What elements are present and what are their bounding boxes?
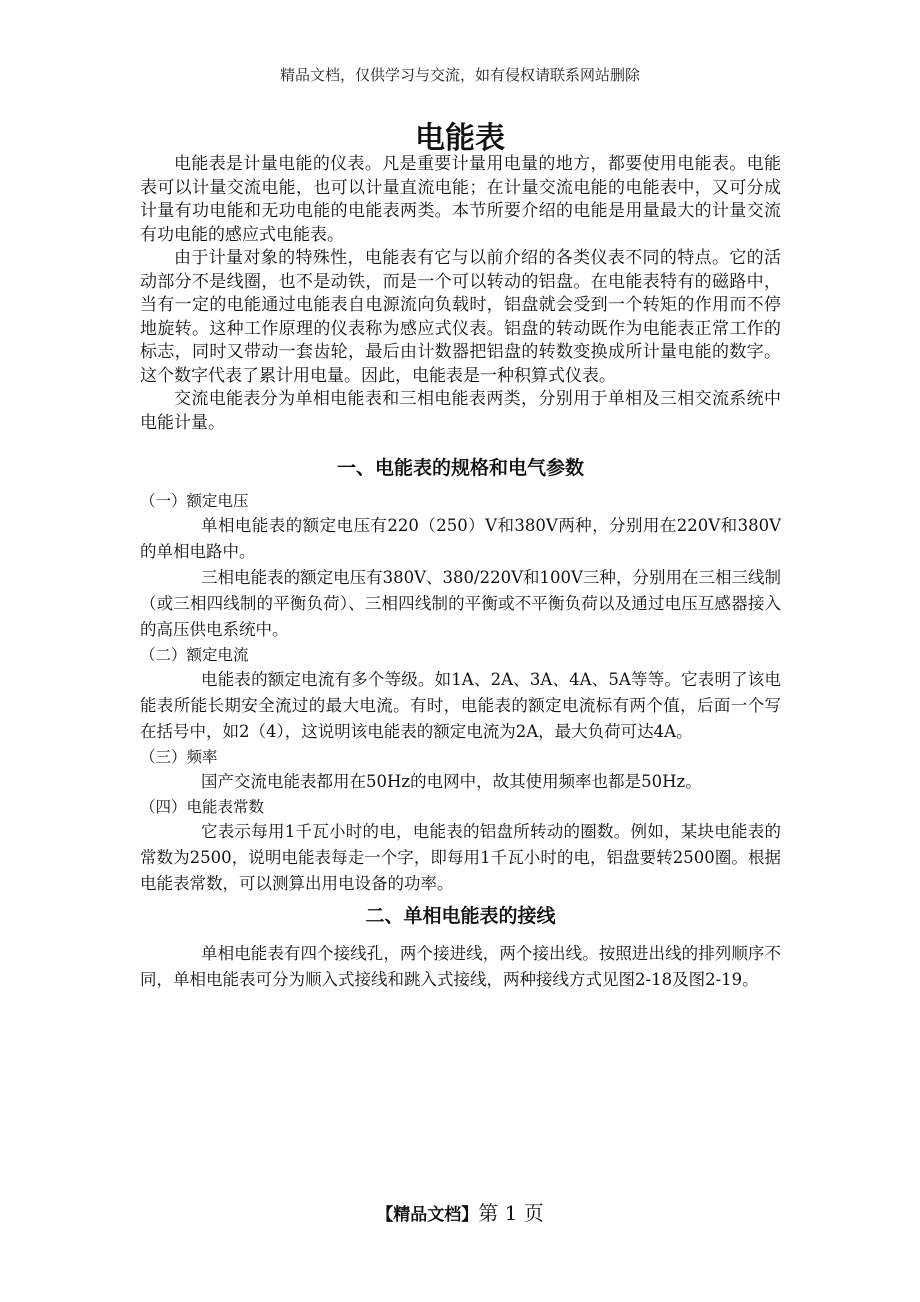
body-paragraph: 单相电能表有四个接线孔，两个接进线，两个接出线。按照进出线的排列顺序不同，单相电能表可分为顺入式接线和跳入式接线，两种接线方式见图2-18及图2-19。 <box>140 944 781 989</box>
intro-paragraph-1: 电能表是计量电能的仪表。凡是重要计量用电量的地方，都要使用电能表。电能表可以计量交流电能，也可以计量直流电能；在计量交流电能的电能表中，又可分成计量有功电能和无功电能的电能表两类。本节所要介绍的电能是用量最大的计量交流有功电能的感应式电能表。 <box>140 154 781 245</box>
page-footer <box>0 1197 920 1226</box>
body-paragraph: 电能表的额定电流有多个等级。如1A、2A、3A、4A、5A等等。它表明了该电能表所能长期安全流过的最大电流。有时，电能表的额定电流标有两个值，后面一个写在括号中，如2（4），这说明该电能表的额定电流为2A，最大负荷可达4A。 <box>140 670 781 741</box>
footer-tag: 【精品文档】 <box>376 1205 479 1225</box>
intro-paragraph-2: 由于计量对象的特殊性，电能表有它与以前介绍的各类仪表不同的特点。它的活动部分不是线圈，也不是动铁，而是一个可以转动的铝盘。在电能表特有的磁路中，当有一定的电能通过电能表自电源流向负载时，铝盘就会受到一个转矩的作用而不停地旋转。这种工作原理的仪表称为感应式仪表。铝盘的转动既作为电能表正常工作的标志，同时又带动一套齿轮，最后由计数器把铝盘的转数变换成所计量电能的数字。这个数字代表了累计用电量。因此，电能表是一种积算式仪表。 <box>140 248 781 386</box>
body-paragraph: 它表示每用1千瓦小时的电，电能表的铝盘所转动的圈数。例如，某块电能表的常数为2500，说明电能表每走一个字，即每用1千瓦小时的电，铝盘要转2500圈。根据电能表常数，可以测算出用电设备的功率。 <box>140 822 781 893</box>
section-heading-wiring: 二、单相电能表的接线 <box>365 905 556 927</box>
body-paragraph: 单相电能表的额定电压有220（250）V和380V两种，分别用在220V和380V的单相电路中。 <box>140 516 781 561</box>
page-number: 第 1 页 <box>478 1201 544 1225</box>
page-title: 电能表 <box>415 121 505 156</box>
intro-paragraph-3: 交流电能表分为单相电能表和三相电能表两类，分别用于单相及三相交流系统中电能计量。 <box>140 389 781 433</box>
document-body <box>140 153 781 993</box>
subsection-label: （二）额定电流 <box>140 646 249 664</box>
subsection-rated-voltage <box>140 489 781 643</box>
body-paragraph: 国产交流电能表都用在50Hz的电网中，故其使用频率也都是50Hz。 <box>201 772 702 791</box>
body-paragraph: 三相电能表的额定电压有380V、380/220V和100V三种，分别用在三相三线制（或三相四线制的平衡负荷）、三相四线制的平衡或不平衡负荷以及通过电压互感器接入的高压供电系统中。 <box>140 568 781 639</box>
subsection-meter-constant <box>140 795 781 897</box>
subsection-label: （四）电能表常数 <box>140 798 265 816</box>
header-disclaimer: 精品文档，仅供学习与交流，如有侵权请联系网站删除 <box>279 66 640 84</box>
subsection-label: （一）额定电压 <box>140 492 249 510</box>
section-heading-specs: 一、电能表的规格和电气参数 <box>336 457 584 479</box>
subsection-label: （三）频率 <box>140 748 218 766</box>
subsection-frequency <box>140 745 781 795</box>
subsection-rated-current <box>140 643 781 745</box>
